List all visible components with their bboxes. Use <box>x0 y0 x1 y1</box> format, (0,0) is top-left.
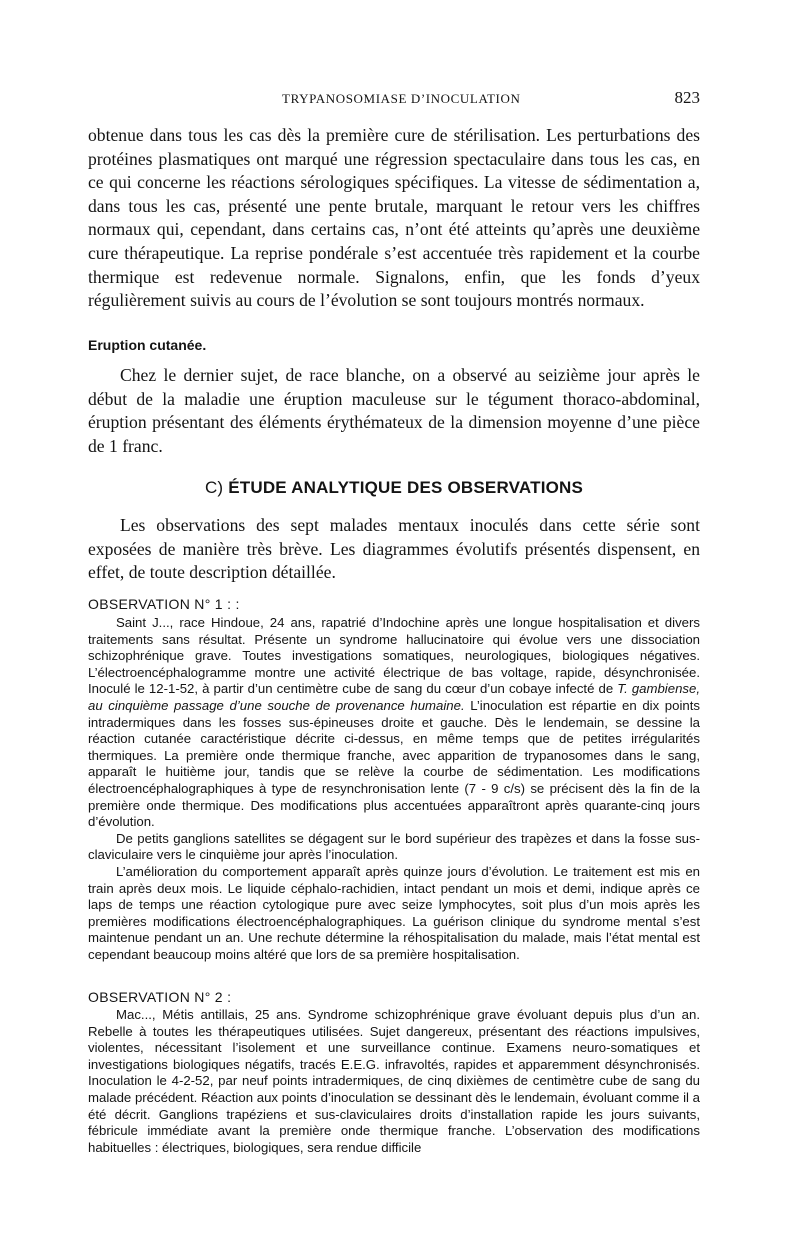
observation-2-paragraph-1: Mac..., Métis antillais, 25 ans. Syndrome schizophrénique grave évoluant depuis plus d’un an. Rebelle à toutes les thérapeutiques utilisées. Sujet dangereux, présentant des réactions impulsives, violentes, nécessitant l’isolement et une surveillance continue. Examens neuro-somatiques et investigations biologiques négatifs, tracés E.E.G. infravoltés, rapides et apparemment désynchronisés. Inoculation le 4-2-52, par neuf points intradermiques, de cinq dixièmes de centimètre cube de sang du malade précédent. Réaction aux points d’inoculation se dessinant dès le lendemain, évoluant comme il a été décrit. Ganglions trapéziens et sus-claviculaires droits d’installation rapide les jours suivants, fébricule immédiate avant la première onde thermique franche. L’observation des modifications habituelles : électriques, biologiques, sera rendue difficile <box>88 1007 700 1155</box>
eruption-paragraph: Chez le dernier sujet, de race blanche, on a observé au seizième jour après le début de la maladie une éruption maculeuse sur le tégument thoraco-abdominal, éruption présentant des éléments érythémateux de la dimension moyenne d’une pièce de 1 franc. <box>88 365 700 456</box>
page-number: 823 <box>674 88 700 107</box>
obs1-text-a: Saint J..., race Hindoue, 24 ans, rapatrié d’Indochine après une longue hospitalisation et divers traitements sans résultat. Présente un syndrome hallucinatoire qui évolue vers une dissociation schizophrénique grave. Toutes investigations somatiques, neurologiques, biologiques négatives. L’électroencéphalogramme montre une activité électrique de bas voltage, rapide, désynchronisée. Inoculé le 12-1-52, à partir d’un centimètre cube de sang du cœur d’un cobaye infecté de <box>88 615 700 697</box>
observation-2-body <box>88 1007 700 1156</box>
running-title: TRYPANOSOMIASE D’INOCULATION <box>282 91 521 106</box>
observation-1-paragraph-1 <box>88 615 700 831</box>
observation-1-body <box>88 615 700 963</box>
intro-paragraph: obtenue dans tous les cas dès la première cure de stérilisation. Les perturbations des protéines plasmatiques ont marqué une régression spectaculaire dans tous les cas, en ce qui concerne les réactions sérologiques spécifiques. La vitesse de sédimentation a, dans tous les cas, présenté une pente brutale, marquant le retour vers les chiffres normaux qui, cependant, dans certains cas, n’ont été atteints qu’après une deuxième cure thérapeutique. La reprise pondérale s’est accentuée très rapidement et la courbe thermique est redevenue normale. Signalons, enfin, que les fonds d’yeux régulièrement suivis au cours de l’évolution se sont toujours montrés normaux. <box>88 125 700 311</box>
observation-1-paragraph-3: L’amélioration du comportement apparaît après quinze jours d’évolution. Le traitement est mis en train après deux mois. Le liquide céphalo-rachidien, intact pendant un mois et demi, indique après ce laps de temps une réaction cytologique pure avec seize lymphocytes, soit plus d’un mois après les premières modifications électroencéphalographiques. La guérison clinique du syndrome mental s’est maintenue pendant un an. Une rechute détermine la réhospitalisation du malade, mais l’état mental est cependant beaucoup moins altéré que lors de sa première hospitalisation. <box>88 863 700 962</box>
running-header <box>88 88 700 108</box>
obs1-text-b: L’inoculation est répartie en dix points intradermiques dans les fosses sus-épineuses droite et gauche. Dès le lendemain, se dessine la réaction cutanée caractéristique décrite ci-dessus, en même temps que de petites irrégularités thermiques. La première onde thermique franche, avec apparition de trypanosomes dans le sang, apparaît le huitième jour, tandis que se relève la courbe de sédimentation. Les modifications électroencéphalographiques à type de resynchronisation lente (7 - 9 c/s) se précisent dès la fin de la première onde thermique. Des modifications plus accentuées apparaîtront après quarante-cinq jours d’évolution. <box>88 697 700 830</box>
eruption-heading: Eruption cutanée. <box>88 337 207 353</box>
section-title-text: ÉTUDE ANALYTIQUE DES OBSERVATIONS <box>228 478 584 497</box>
observation-1-paragraph-2: De petits ganglions satellites se dégagent sur le bord supérieur des trapèzes et dans la fosse sus-claviculaire vers le cinquième jour après l’inoculation. <box>88 830 700 863</box>
observation-1-heading: OBSERVATION N° 1 : : <box>88 596 240 612</box>
section-title <box>88 478 700 498</box>
observation-2-heading: OBSERVATION N° 2 : <box>88 989 232 1005</box>
section-intro-paragraph: Les observations des sept malades mentaux inoculés dans cette série sont exposées de manière très brève. Les diagrammes évolutifs présentés dispensent, en effet, de toute description détaillée. <box>88 515 700 583</box>
obs1-italic-text: T. gambiense, au cinquième passage d’une souche de provenance humaine. <box>88 681 700 713</box>
section-prefix: C) <box>204 478 224 497</box>
